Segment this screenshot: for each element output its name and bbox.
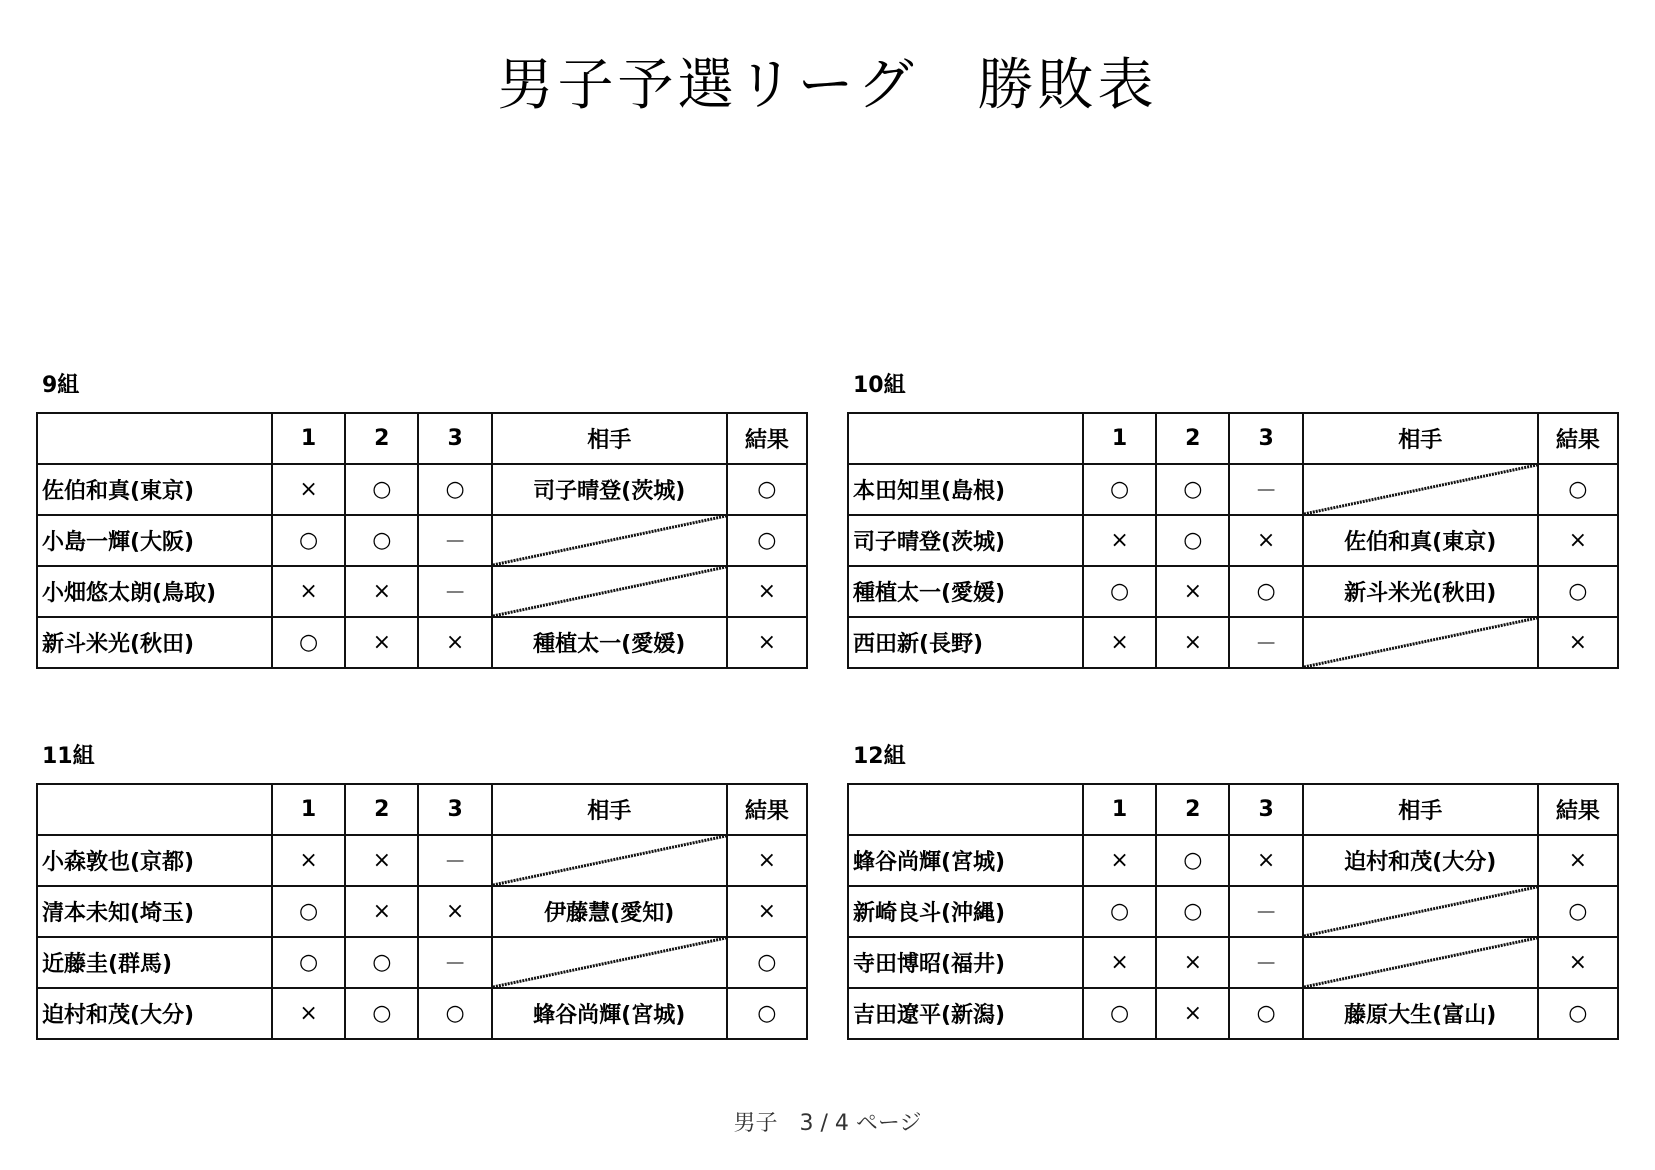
match-2-mark: ○: [345, 937, 418, 988]
table-row: [848, 566, 1618, 617]
header-blank: [37, 413, 272, 464]
result-mark: ○: [1538, 464, 1618, 515]
player-name: 吉田遼平(新潟): [848, 988, 1083, 1039]
player-name: 寺田博昭(福井): [848, 937, 1083, 988]
table-row: [848, 617, 1618, 668]
match-1-mark: ×: [1083, 937, 1156, 988]
group-label: 12組: [853, 744, 906, 769]
header-blank: [848, 413, 1083, 464]
match-3-mark: －: [418, 566, 491, 617]
result-mark: ×: [1538, 515, 1618, 566]
match-2-mark: ○: [1156, 835, 1229, 886]
match-2-mark: ×: [345, 835, 418, 886]
match-1-mark: ×: [1083, 617, 1156, 668]
result-mark: ×: [727, 835, 807, 886]
opponent-name: 藤原大生(富山): [1303, 988, 1538, 1039]
header-match-2: 2: [345, 413, 418, 464]
opponent-name: 新斗米光(秋田): [1303, 566, 1538, 617]
table-row: [848, 937, 1618, 988]
group-label: 9組: [42, 373, 80, 398]
opponent-empty-slash: [492, 515, 727, 566]
header-opponent: 相手: [1303, 784, 1538, 835]
header-match-1: 1: [1083, 784, 1156, 835]
opponent-name: 佐伯和真(東京): [1303, 515, 1538, 566]
match-2-mark: ○: [1156, 464, 1229, 515]
header-opponent: 相手: [492, 784, 727, 835]
player-name: 蜂谷尚輝(宮城): [848, 835, 1083, 886]
table-row: [37, 617, 807, 668]
player-name: 小畑悠太朗(鳥取): [37, 566, 272, 617]
player-name: 清本未知(埼玉): [37, 886, 272, 937]
match-1-mark: ○: [272, 886, 345, 937]
match-2-mark: ×: [1156, 566, 1229, 617]
table-header-row: [37, 413, 807, 464]
table-row: [37, 937, 807, 988]
match-2-mark: ○: [1156, 515, 1229, 566]
player-name: 新崎良斗(沖縄): [848, 886, 1083, 937]
result-mark: ○: [727, 937, 807, 988]
match-1-mark: ×: [272, 566, 345, 617]
player-name: 西田新(長野): [848, 617, 1083, 668]
match-3-mark: ×: [1229, 835, 1302, 886]
table-row: [848, 515, 1618, 566]
result-mark: ×: [727, 566, 807, 617]
result-mark: ×: [727, 886, 807, 937]
table-row: [37, 464, 807, 515]
opponent-empty-slash: [492, 835, 727, 886]
footer-section: 男子: [733, 1111, 778, 1136]
table-header-row: [848, 784, 1618, 835]
result-mark: ○: [727, 988, 807, 1039]
header-result: 結果: [1538, 784, 1618, 835]
table-row: [37, 886, 807, 937]
match-3-mark: ○: [1229, 988, 1302, 1039]
match-3-mark: －: [418, 515, 491, 566]
match-2-mark: ○: [345, 464, 418, 515]
result-mark: ○: [1538, 988, 1618, 1039]
header-match-3: 3: [418, 413, 491, 464]
match-1-mark: ○: [1083, 886, 1156, 937]
player-name: 近藤圭(群馬): [37, 937, 272, 988]
match-3-mark: ○: [418, 464, 491, 515]
group-label: 10組: [853, 373, 906, 398]
table-row: [37, 835, 807, 886]
match-3-mark: －: [1229, 886, 1302, 937]
opponent-name: 蜂谷尚輝(宮城): [492, 988, 727, 1039]
footer-page-number: 3 / 4 ページ: [799, 1111, 922, 1136]
match-1-mark: ○: [1083, 988, 1156, 1039]
table-row: [848, 464, 1618, 515]
match-1-mark: ×: [272, 988, 345, 1039]
result-mark: ○: [727, 464, 807, 515]
table-row: [848, 886, 1618, 937]
group-label: 11組: [42, 744, 95, 769]
league-table: [847, 412, 1619, 669]
league-table: [36, 412, 808, 669]
header-blank: [37, 784, 272, 835]
page-title: 男子予選リーグ 勝敗表: [497, 53, 1158, 118]
header-result: 結果: [727, 413, 807, 464]
player-name: 司子晴登(茨城): [848, 515, 1083, 566]
match-3-mark: ○: [418, 988, 491, 1039]
match-3-mark: －: [418, 835, 491, 886]
table-row: [37, 988, 807, 1039]
opponent-empty-slash: [1303, 937, 1538, 988]
diagonal-slash-line: [493, 938, 726, 987]
diagonal-slash-line: [1304, 618, 1537, 667]
player-name: 新斗米光(秋田): [37, 617, 272, 668]
header-result: 結果: [1538, 413, 1618, 464]
header-match-2: 2: [1156, 413, 1229, 464]
player-name: 小島一輝(大阪): [37, 515, 272, 566]
match-2-mark: ○: [1156, 886, 1229, 937]
result-mark: ×: [1538, 835, 1618, 886]
diagonal-slash-line: [1304, 887, 1537, 936]
opponent-empty-slash: [1303, 617, 1538, 668]
player-name: 種植太一(愛媛): [848, 566, 1083, 617]
match-2-mark: ×: [1156, 617, 1229, 668]
match-3-mark: ×: [1229, 515, 1302, 566]
header-match-1: 1: [1083, 413, 1156, 464]
table-row: [37, 515, 807, 566]
header-match-3: 3: [1229, 413, 1302, 464]
diagonal-slash-line: [1304, 465, 1537, 514]
match-3-mark: －: [1229, 937, 1302, 988]
player-name: 本田知里(島根): [848, 464, 1083, 515]
header-match-2: 2: [345, 784, 418, 835]
header-opponent: 相手: [492, 413, 727, 464]
match-1-mark: ○: [1083, 464, 1156, 515]
result-mark: ×: [727, 617, 807, 668]
opponent-empty-slash: [492, 566, 727, 617]
opponent-name: 伊藤慧(愛知): [492, 886, 727, 937]
table-row: [848, 988, 1618, 1039]
opponent-empty-slash: [492, 937, 727, 988]
match-2-mark: ×: [345, 886, 418, 937]
match-3-mark: ○: [1229, 566, 1302, 617]
table-row: [37, 566, 807, 617]
match-2-mark: ○: [345, 515, 418, 566]
match-3-mark: －: [418, 937, 491, 988]
match-2-mark: ×: [345, 566, 418, 617]
header-blank: [848, 784, 1083, 835]
league-table: [847, 783, 1619, 1040]
result-mark: ○: [1538, 886, 1618, 937]
league-table: [36, 783, 808, 1040]
table-header-row: [37, 784, 807, 835]
player-name: 小森敦也(京都): [37, 835, 272, 886]
page-footer: [0, 1106, 1655, 1137]
result-mark: ○: [727, 515, 807, 566]
player-name: 迫村和茂(大分): [37, 988, 272, 1039]
match-3-mark: －: [1229, 464, 1302, 515]
header-match-1: 1: [272, 413, 345, 464]
diagonal-slash-line: [1304, 938, 1537, 987]
header-opponent: 相手: [1303, 413, 1538, 464]
header-match-3: 3: [418, 784, 491, 835]
match-2-mark: ×: [1156, 988, 1229, 1039]
match-1-mark: ○: [1083, 566, 1156, 617]
match-1-mark: ×: [1083, 515, 1156, 566]
opponent-name: 迫村和茂(大分): [1303, 835, 1538, 886]
match-3-mark: ×: [418, 617, 491, 668]
diagonal-slash-line: [493, 516, 726, 565]
match-2-mark: ×: [345, 617, 418, 668]
match-1-mark: ○: [272, 937, 345, 988]
match-1-mark: ×: [272, 464, 345, 515]
match-1-mark: ×: [1083, 835, 1156, 886]
table-row: [848, 835, 1618, 886]
match-1-mark: ○: [272, 617, 345, 668]
match-3-mark: ×: [418, 886, 491, 937]
result-mark: ○: [1538, 566, 1618, 617]
opponent-empty-slash: [1303, 464, 1538, 515]
result-mark: ×: [1538, 617, 1618, 668]
table-header-row: [848, 413, 1618, 464]
match-3-mark: －: [1229, 617, 1302, 668]
match-2-mark: ×: [1156, 937, 1229, 988]
header-result: 結果: [727, 784, 807, 835]
header-match-3: 3: [1229, 784, 1302, 835]
match-1-mark: ×: [272, 835, 345, 886]
match-2-mark: ○: [345, 988, 418, 1039]
diagonal-slash-line: [493, 836, 726, 885]
diagonal-slash-line: [493, 567, 726, 616]
header-match-1: 1: [272, 784, 345, 835]
match-1-mark: ○: [272, 515, 345, 566]
opponent-empty-slash: [1303, 886, 1538, 937]
opponent-name: 種植太一(愛媛): [492, 617, 727, 668]
opponent-name: 司子晴登(茨城): [492, 464, 727, 515]
result-mark: ×: [1538, 937, 1618, 988]
player-name: 佐伯和真(東京): [37, 464, 272, 515]
header-match-2: 2: [1156, 784, 1229, 835]
